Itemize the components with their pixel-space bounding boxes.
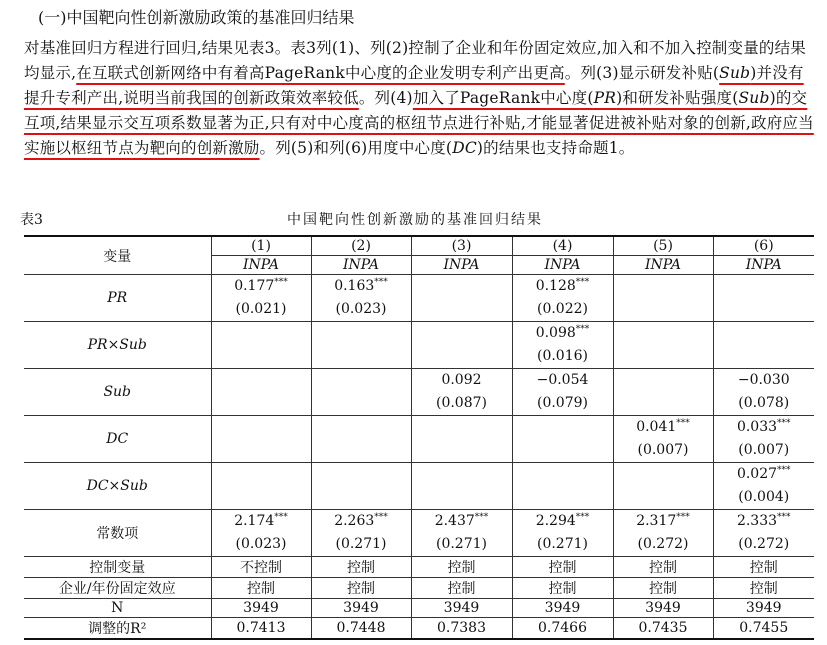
coefficient-value: 0.177: [234, 278, 275, 294]
standard-error: [412, 298, 512, 321]
standard-error: [212, 392, 311, 415]
coefficient-value: −0.054: [536, 372, 589, 388]
coefficient-cell: [311, 275, 411, 322]
dependent-variable: INPA: [411, 256, 512, 275]
table-cell: 3949: [613, 599, 713, 618]
standard-error: [714, 298, 815, 321]
significance-stars: ***: [777, 512, 791, 523]
standard-error: [212, 486, 311, 509]
column-number: (4): [512, 236, 613, 256]
para-part5: 。列(4): [358, 89, 413, 107]
coefficient-cell: [211, 510, 311, 557]
significance-stars: ***: [374, 277, 388, 288]
table-cell: 控制: [512, 557, 613, 578]
significance-stars: ***: [575, 512, 590, 523]
coefficient-value: 0.041: [636, 419, 677, 435]
coefficient-value: 0.092: [441, 372, 482, 388]
coefficient-value: 2.317: [636, 513, 677, 529]
table-row: [24, 275, 814, 322]
table-row: [24, 578, 814, 599]
table-cell: 控制: [311, 578, 411, 599]
standard-error: (0.272): [637, 536, 689, 552]
table-cell: 控制: [713, 578, 814, 599]
standard-error: (0.272): [738, 536, 790, 552]
column-number: (6): [713, 236, 814, 256]
table-cell: 0.7383: [411, 618, 512, 640]
para-part9: 。列(5)和列(6)用度中心度(: [259, 139, 453, 157]
standard-error: (0.271): [536, 536, 588, 552]
coefficient-cell: [512, 322, 613, 369]
coefficient-value: 0.033: [736, 419, 778, 435]
para-pr-term: PR: [593, 89, 617, 107]
row-variable-label: 常数项: [24, 510, 211, 557]
coefficient-cell: [512, 275, 613, 322]
row-variable-label: DC: [24, 416, 211, 463]
standard-error: [312, 345, 411, 368]
coefficient-value: 2.437: [434, 513, 475, 529]
coefficient-cell: [411, 416, 512, 463]
row-variable-label: PR: [24, 275, 211, 322]
standard-error: (0.271): [435, 536, 487, 552]
coefficient-value: −0.030: [737, 372, 790, 388]
coefficient-cell: [211, 416, 311, 463]
coefficient-cell: [713, 416, 814, 463]
significance-stars: ***: [676, 418, 690, 429]
row-variable-label: DC×Sub: [24, 463, 211, 510]
para-underline-3a: 加入了PageRank中心度(: [412, 89, 594, 107]
row-label: N: [24, 599, 211, 618]
table-label: 表3: [20, 212, 43, 228]
coefficient-cell: [613, 416, 713, 463]
row-variable-label: PR×Sub: [24, 322, 211, 369]
standard-error: (0.023): [335, 301, 387, 317]
standard-error: [714, 345, 815, 368]
significance-stars: ***: [777, 465, 791, 476]
coefficient-cell: [411, 322, 512, 369]
table-cell: 控制: [713, 557, 814, 578]
standard-error: [212, 439, 311, 462]
coefficient-cell: [613, 275, 713, 322]
significance-stars: ***: [374, 512, 388, 523]
table-cell: 0.7435: [613, 618, 713, 640]
standard-error: (0.078): [738, 395, 790, 411]
coefficient-cell: [411, 463, 512, 510]
coefficient-value: 2.263: [334, 513, 375, 529]
coefficient-cell: [713, 510, 814, 557]
dependent-variable: INPA: [211, 256, 311, 275]
standard-error: (0.023): [235, 536, 287, 552]
dependent-variable: INPA: [311, 256, 411, 275]
coefficient-cell: [411, 510, 512, 557]
coefficient-value: 0.098: [535, 325, 576, 341]
column-number: (2): [311, 236, 411, 256]
coefficient-value: 2.294: [535, 513, 576, 529]
table-row: [24, 463, 814, 510]
coefficient-cell: [512, 510, 613, 557]
standard-error: (0.079): [536, 395, 588, 411]
coefficient-cell: [613, 322, 713, 369]
standard-error: [614, 298, 713, 321]
coefficient-cell: [211, 463, 311, 510]
standard-error: [212, 345, 311, 368]
standard-error: (0.007): [738, 442, 790, 458]
standard-error: [513, 439, 613, 462]
standard-error: [312, 486, 411, 509]
table-cell: 控制: [411, 578, 512, 599]
para-dc-term: DC: [452, 139, 477, 157]
regression-table: [24, 235, 814, 640]
coefficient-cell: [613, 510, 713, 557]
coefficient-value: 0.163: [334, 278, 375, 294]
table-cell: 3949: [411, 599, 512, 618]
coefficient-value: 2.333: [736, 513, 778, 529]
coefficient-cell: [211, 275, 311, 322]
coefficient-cell: [411, 369, 512, 416]
coefficient-value: 2.174: [234, 513, 275, 529]
table-cell: 0.7455: [713, 618, 814, 640]
standard-error: (0.004): [738, 489, 790, 505]
standard-error: [412, 439, 512, 462]
table-title: 中国靶向性创新激励的基准回归结果: [287, 212, 543, 228]
para-underline-3c: )的交互项,结果显示交互项系数显著为正,只有对中心度高的枢纽节点进行补贴,才能显著促进被补贴对象的创新,政府应当实施以枢纽节点为靶向的创新激励: [24, 89, 814, 157]
row-label: 控制变量: [24, 557, 211, 578]
table-row: [24, 510, 814, 557]
coefficient-cell: [311, 322, 411, 369]
row-label: 企业/年份固定效应: [24, 578, 211, 599]
significance-stars: ***: [274, 277, 288, 288]
para-part10: )的结果也支持命题1。: [476, 139, 635, 157]
section-title: (一)中国靶向性创新激励政策的基准回归结果: [38, 8, 355, 27]
table-cell: 3949: [211, 599, 311, 618]
table-row: [24, 416, 814, 463]
table-cell: 控制: [211, 578, 311, 599]
variable-header: 变量: [24, 236, 211, 275]
significance-stars: ***: [575, 277, 590, 288]
body-paragraph: [24, 36, 814, 161]
standard-error: (0.087): [435, 395, 487, 411]
standard-error: (0.022): [536, 301, 588, 317]
para-sub-term: Sub: [719, 64, 751, 82]
table-row: [24, 369, 814, 416]
significance-stars: ***: [777, 418, 791, 429]
table-cell: 0.7413: [211, 618, 311, 640]
coefficient-cell: [713, 463, 814, 510]
standard-error: (0.016): [536, 348, 588, 364]
table-cell: 控制: [512, 578, 613, 599]
standard-error: [614, 392, 713, 415]
coefficient-cell: [311, 369, 411, 416]
row-label: 调整的R²: [24, 618, 211, 640]
table-cell: 0.7448: [311, 618, 411, 640]
standard-error: [312, 392, 411, 415]
coefficient-cell: [411, 275, 512, 322]
coefficient-cell: [713, 369, 814, 416]
table-cell: 3949: [311, 599, 411, 618]
coefficient-cell: [613, 463, 713, 510]
table-cell: 控制: [411, 557, 512, 578]
row-variable-label: Sub: [24, 369, 211, 416]
table-caption: [20, 209, 810, 227]
coefficient-cell: [311, 416, 411, 463]
coefficient-cell: [211, 322, 311, 369]
header-row-numbers: [24, 236, 814, 256]
significance-stars: ***: [474, 512, 489, 523]
table-cell: 控制: [613, 578, 713, 599]
column-number: (1): [211, 236, 311, 256]
significance-stars: ***: [274, 512, 288, 523]
table-cell: 3949: [512, 599, 613, 618]
coefficient-cell: [713, 322, 814, 369]
table-row: [24, 322, 814, 369]
coefficient-cell: [713, 275, 814, 322]
coefficient-cell: [311, 463, 411, 510]
standard-error: (0.007): [637, 442, 689, 458]
table-row: [24, 557, 814, 578]
significance-stars: ***: [676, 512, 690, 523]
para-part1: 对基准回归方程进行回归,结果见表3。表3列(1)、列(2)控制了企业和年份固定效应,加入和不加入控制变量的结果均显示,: [24, 39, 806, 82]
table-cell: 控制: [613, 557, 713, 578]
standard-error: (0.271): [335, 536, 387, 552]
coefficient-cell: [512, 416, 613, 463]
table-cell: 控制: [311, 557, 411, 578]
column-number: (3): [411, 236, 512, 256]
table-cell: 不控制: [211, 557, 311, 578]
dependent-variable: INPA: [713, 256, 814, 275]
table-cell: 3949: [713, 599, 814, 618]
significance-stars: ***: [575, 324, 590, 335]
standard-error: [614, 345, 713, 368]
para-underline-3b: )和研发补贴强度(: [616, 89, 739, 107]
coefficient-cell: [613, 369, 713, 416]
para-sub-term-2: Sub: [738, 89, 770, 107]
coefficient-value: 0.027: [736, 466, 778, 482]
column-number: (5): [613, 236, 713, 256]
coefficient-cell: [211, 369, 311, 416]
coefficient-cell: [512, 369, 613, 416]
standard-error: [614, 486, 713, 509]
coefficient-cell: [512, 463, 613, 510]
table-cell: 0.7466: [512, 618, 613, 640]
standard-error: (0.021): [235, 301, 287, 317]
coefficient-cell: [311, 510, 411, 557]
dependent-variable: INPA: [613, 256, 713, 275]
table-row: [24, 618, 814, 640]
standard-error: [412, 486, 512, 509]
table-row: [24, 599, 814, 618]
para-underline-2: )并没有提升专利产出,说明当前我国的创新政策效率较低: [24, 64, 804, 107]
para-part3: 。列(3)显示研发补贴(: [564, 64, 720, 82]
standard-error: [412, 345, 512, 368]
para-underline-1: 在互联式创新网络中有着高PageRank中心度的企业发明专利产出更高: [76, 64, 565, 82]
standard-error: [312, 439, 411, 462]
coefficient-value: 0.128: [535, 278, 576, 294]
dependent-variable: INPA: [512, 256, 613, 275]
standard-error: [513, 486, 613, 509]
table-body: [24, 236, 814, 639]
